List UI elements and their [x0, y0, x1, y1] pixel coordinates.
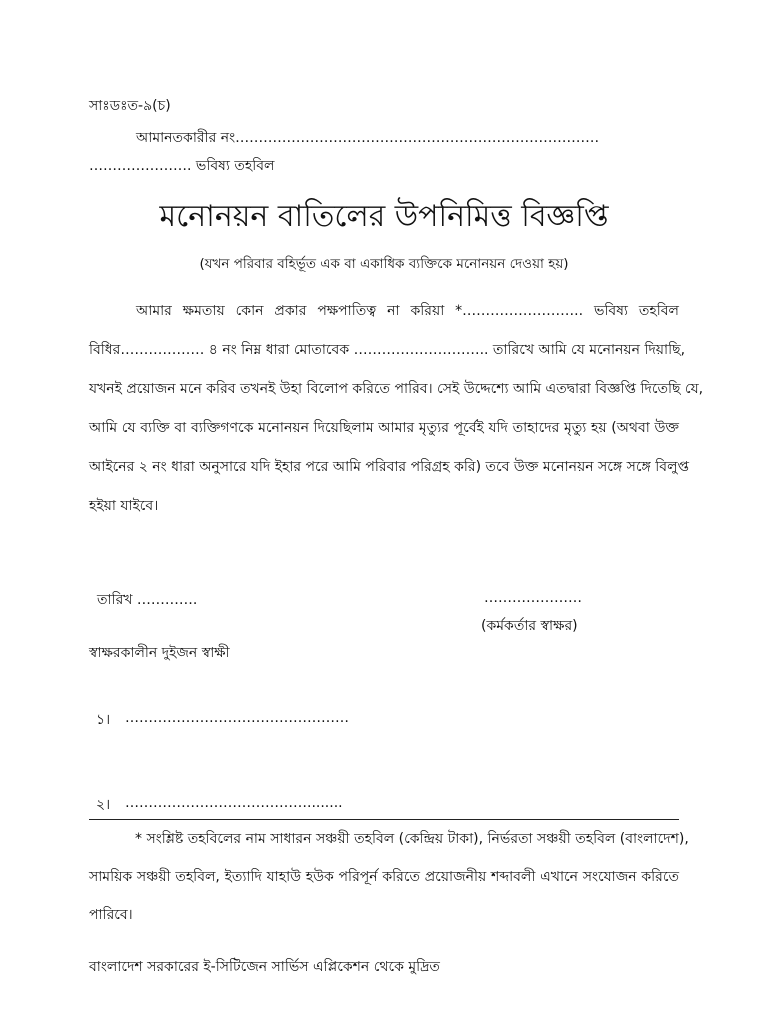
paragraph-line: যখনই প্রয়োজন মনে করিব তখনই উহা বিলোপ করিতে পারিব। সেই উদ্দেশ্যে আমি এতদ্বারা বিজ্ঞপ্তি দিতেছি যে,: [89, 381, 704, 397]
witness-2-line: …………………………………........: [125, 795, 343, 811]
footnote-line: পারিবে।: [89, 907, 133, 923]
witness-2-number: ২।: [96, 797, 111, 813]
paragraph-line: আইনের ২ নং ধারা অনুসারে যদি ইহার পরে আমি পরিবার পরিগ্রহ করি) তবে উক্ত মনোনয়ন সঙ্গে সঙ্গে বিলুপ্ত: [89, 459, 690, 475]
paragraph-line: আমার ক্ষমতায় কোন প্রকার পক্ষপাতিত্ব না করিয়া *…………………….. ভবিষ্য তহবিল: [136, 303, 679, 319]
officer-signature-line: …………………: [484, 590, 582, 606]
paragraph-line: হইয়া যাইবে।: [89, 498, 159, 514]
date-field: তারিখ ………….: [97, 592, 198, 608]
declaration-paragraph: [89, 292, 704, 526]
witness-1-number: ১।: [96, 712, 111, 728]
footnote-line: সাময়িক সঞ্চয়ী তহবিল, ইত্যাদি যাহাউ হউক পরিপূর্ন করিতে প্রয়োজনীয় শব্দাবলী এখানে সংযোজন করিতে: [89, 869, 679, 885]
fund-name-field: …………………. ভবিষ্য তহবিল: [89, 158, 275, 174]
footnote: [89, 820, 689, 934]
depositor-number-field: আমানতকারীর নং……………………………………………………………………: [136, 130, 600, 146]
witnesses-heading: স্বাক্ষরকালীন দুইজন স্বাক্ষী: [89, 645, 230, 661]
printed-by-note: বাংলাদেশ সরকারের ই-সিটিজেন সার্ভিস এপ্লিকেশন থেকে মুদ্রিত: [89, 959, 440, 975]
paragraph-line: আমি যে ব্যক্তি বা ব্যক্তিগণকে মনোনয়ন দিয়েছিলাম আমার মৃত্যুর পূর্বেই যদি তাহাদের মৃত্যু হয় (অথবা উক্ত: [89, 420, 679, 436]
witness-1-line: …………………………………………: [125, 710, 349, 726]
form-code: সাঃডঃত-৯(চ): [89, 98, 171, 114]
officer-signature-label: (কর্মকর্তার স্বাক্ষর): [481, 618, 578, 634]
page-title: মনোনয়ন বাতিলের উপনিমিত্ত বিজ্ঞপ্তি: [159, 199, 609, 234]
paragraph-line: বিধির……………… ৪ নং নিম্ন ধারা মোতাবেক ……………………….. তারিখে আমি যে মনোনয়ন দিয়াছি,: [89, 342, 686, 358]
page-subtitle: (যখন পরিবার বহির্ভূত এক বা একাধিক ব্যক্তিকে মনোনয়ন দেওয়া হয়): [199, 256, 569, 272]
footnote-line: * সংশ্লিষ্ট তহবিলের নাম সাধারন সঞ্চয়ী তহবিল (কেন্দ্রিয় টাকা), নির্ভরতা সঞ্চয়ী তহবিল (বাংলাদেশ),: [135, 831, 689, 847]
